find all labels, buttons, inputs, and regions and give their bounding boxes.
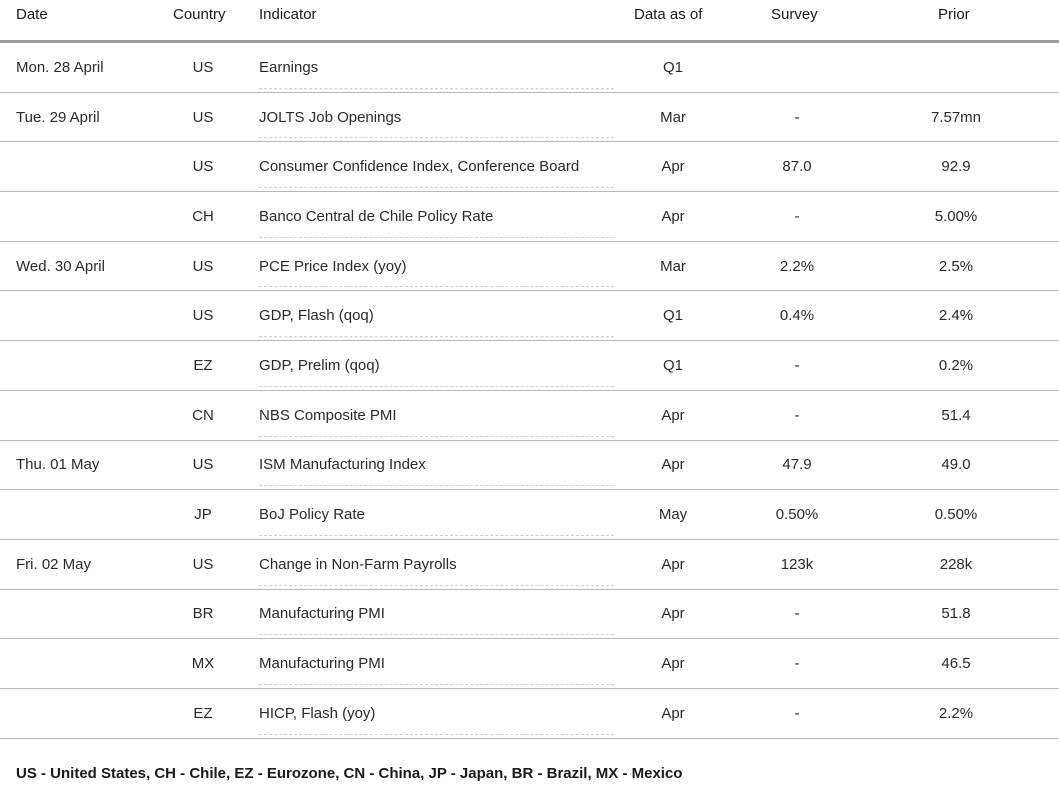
cell-prior: 228k bbox=[939, 555, 973, 573]
cell-data-as-of: Q1 bbox=[662, 307, 683, 325]
cell-country: MX bbox=[191, 655, 215, 673]
cell-prior: 51.4 bbox=[941, 406, 971, 424]
table-header bbox=[0, 0, 1059, 43]
cell-date bbox=[16, 689, 166, 738]
cell-data-as-of: Apr bbox=[661, 655, 685, 673]
cell-data-as-of: May bbox=[658, 506, 688, 524]
cell-data-as-of: Apr bbox=[661, 158, 685, 176]
cell-country: US bbox=[192, 555, 214, 573]
cell-indicator: Change in Non-Farm Payrolls bbox=[259, 555, 457, 573]
table-row bbox=[0, 391, 1059, 441]
cell-indicator: GDP, Prelim (qoq) bbox=[259, 356, 380, 374]
cell-data-as-of: Apr bbox=[661, 406, 685, 424]
dotted-divider bbox=[259, 137, 614, 138]
header-prior: Prior bbox=[938, 6, 970, 23]
cell-date: Mon. 28 April bbox=[16, 58, 104, 76]
dotted-divider bbox=[259, 684, 614, 685]
header-country: Country bbox=[173, 6, 226, 23]
cell-country: JP bbox=[194, 506, 212, 524]
dotted-divider bbox=[259, 386, 614, 387]
table-row bbox=[0, 291, 1059, 341]
dotted-divider bbox=[259, 286, 614, 287]
cell-indicator: BoJ Policy Rate bbox=[259, 506, 365, 524]
cell-indicator: Banco Central de Chile Policy Rate bbox=[259, 207, 494, 225]
cell-data-as-of: Apr bbox=[661, 207, 685, 225]
table-row bbox=[0, 441, 1059, 491]
cell-data-as-of: Mar bbox=[660, 257, 686, 275]
cell-country: CH bbox=[192, 207, 214, 225]
cell-survey: - bbox=[794, 605, 800, 623]
cell-country: US bbox=[192, 158, 214, 176]
dotted-divider bbox=[259, 187, 614, 188]
table-row bbox=[0, 590, 1059, 640]
cell-indicator: Consumer Confidence Index, Conference Board bbox=[259, 158, 580, 176]
cell-country: US bbox=[192, 456, 214, 474]
cell-country: CN bbox=[192, 406, 214, 424]
country-legend: US - United States, CH - Chile, EZ - Eurozone, CN - China, JP - Japan, BR - Brazil, MX - Mexico bbox=[16, 765, 683, 782]
cell-indicator: Manufacturing PMI bbox=[259, 605, 385, 623]
dotted-divider bbox=[259, 535, 614, 536]
cell-survey: 123k bbox=[780, 555, 814, 573]
cell-country: US bbox=[192, 108, 214, 126]
header-data-as-of: Data as of bbox=[634, 6, 703, 23]
table-row bbox=[0, 242, 1059, 292]
cell-date bbox=[16, 490, 166, 539]
cell-survey: 87.0 bbox=[782, 158, 812, 176]
cell-prior: 92.9 bbox=[941, 158, 971, 176]
dotted-divider bbox=[259, 485, 614, 486]
header-indicator: Indicator bbox=[259, 6, 317, 23]
cell-data-as-of: Apr bbox=[661, 456, 685, 474]
cell-data-as-of: Apr bbox=[661, 555, 685, 573]
cell-survey: 0.4% bbox=[779, 307, 815, 325]
cell-prior: 0.2% bbox=[938, 356, 974, 374]
table-row bbox=[0, 93, 1059, 143]
dotted-divider bbox=[259, 436, 614, 437]
cell-indicator: NBS Composite PMI bbox=[259, 406, 397, 424]
cell-indicator: HICP, Flash (yoy) bbox=[259, 704, 376, 722]
cell-prior bbox=[906, 43, 1006, 92]
cell-prior: 2.4% bbox=[938, 307, 974, 325]
dotted-divider bbox=[259, 237, 614, 238]
cell-survey: - bbox=[794, 108, 800, 126]
table-row bbox=[0, 341, 1059, 391]
cell-survey: - bbox=[794, 356, 800, 374]
cell-date: Tue. 29 April bbox=[16, 108, 100, 126]
cell-survey: 0.50% bbox=[775, 506, 819, 524]
cell-prior: 7.57mn bbox=[930, 108, 982, 126]
cell-indicator: ISM Manufacturing Index bbox=[259, 456, 426, 474]
cell-date bbox=[16, 192, 166, 241]
cell-indicator: GDP, Flash (qoq) bbox=[259, 307, 374, 325]
cell-prior: 2.2% bbox=[938, 704, 974, 722]
cell-survey: - bbox=[794, 406, 800, 424]
cell-date bbox=[16, 391, 166, 440]
dotted-divider bbox=[259, 585, 614, 586]
cell-data-as-of: Q1 bbox=[662, 356, 683, 374]
cell-data-as-of: Apr bbox=[661, 605, 685, 623]
cell-date bbox=[16, 341, 166, 390]
header-date: Date bbox=[16, 6, 48, 23]
cell-date: Thu. 01 May bbox=[16, 456, 100, 474]
cell-date bbox=[16, 590, 166, 639]
cell-survey: 47.9 bbox=[782, 456, 812, 474]
cell-prior: 0.50% bbox=[934, 506, 978, 524]
cell-data-as-of: Mar bbox=[660, 108, 686, 126]
cell-prior: 49.0 bbox=[941, 456, 971, 474]
cell-prior: 5.00% bbox=[934, 207, 978, 225]
dotted-divider bbox=[259, 88, 614, 89]
cell-indicator: Earnings bbox=[259, 58, 319, 76]
header-survey: Survey bbox=[771, 6, 818, 23]
dotted-divider bbox=[259, 634, 614, 635]
cell-indicator: Manufacturing PMI bbox=[259, 655, 385, 673]
table-row bbox=[0, 490, 1059, 540]
cell-survey: 2.2% bbox=[779, 257, 815, 275]
cell-indicator: PCE Price Index (yoy) bbox=[259, 257, 407, 275]
table-row bbox=[0, 142, 1059, 192]
cell-prior: 46.5 bbox=[941, 655, 971, 673]
cell-country: EZ bbox=[193, 704, 213, 722]
cell-survey: - bbox=[794, 704, 800, 722]
cell-country: US bbox=[192, 257, 214, 275]
cell-data-as-of: Q1 bbox=[662, 58, 683, 76]
cell-date bbox=[16, 142, 166, 191]
cell-data-as-of: Apr bbox=[661, 704, 685, 722]
table-body bbox=[0, 43, 1059, 739]
dotted-divider bbox=[259, 336, 614, 337]
dotted-divider bbox=[259, 734, 614, 735]
cell-date: Fri. 02 May bbox=[16, 555, 92, 573]
cell-date: Wed. 30 April bbox=[16, 257, 105, 275]
cell-prior: 51.8 bbox=[941, 605, 971, 623]
cell-country: BR bbox=[192, 605, 214, 623]
cell-country: EZ bbox=[193, 356, 213, 374]
table-row bbox=[0, 540, 1059, 590]
table-row bbox=[0, 689, 1059, 739]
cell-indicator: JOLTS Job Openings bbox=[259, 108, 402, 126]
cell-survey: - bbox=[794, 207, 800, 225]
cell-country: US bbox=[192, 307, 214, 325]
table-row bbox=[0, 192, 1059, 242]
cell-date bbox=[16, 291, 166, 340]
cell-date bbox=[16, 639, 166, 688]
table-row bbox=[0, 43, 1059, 93]
cell-survey: - bbox=[794, 655, 800, 673]
table-row bbox=[0, 639, 1059, 689]
cell-country: US bbox=[192, 58, 214, 76]
cell-survey bbox=[745, 43, 849, 92]
cell-prior: 2.5% bbox=[938, 257, 974, 275]
